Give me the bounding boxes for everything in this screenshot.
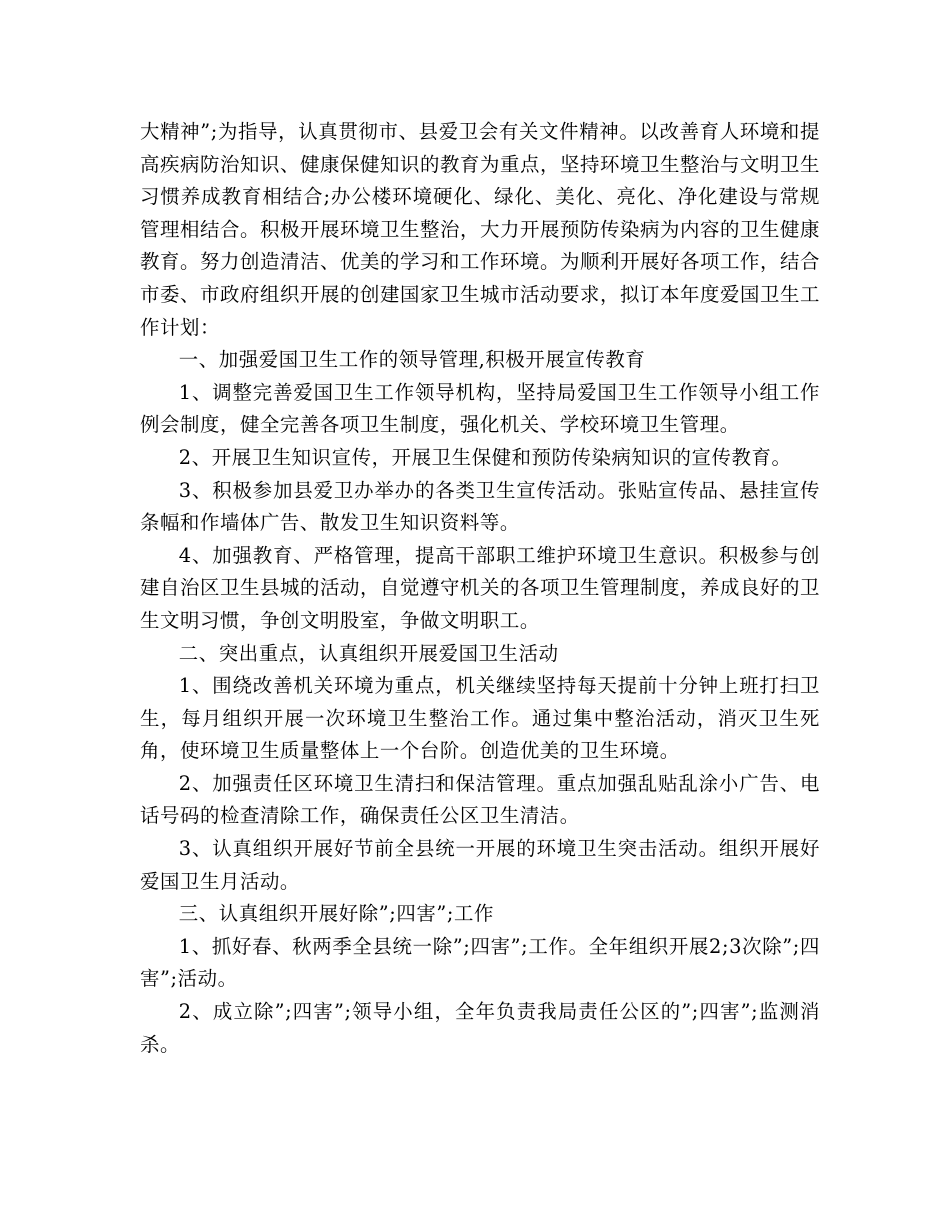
- list-item: 1、抓好春、秋两季全县统一除”;四害”;工作。全年组织开展2;3次除”;四害”;活动。: [140, 934, 820, 991]
- section-heading-3: 三、认真组织开展好除”;四害”;工作: [178, 902, 494, 926]
- list-item: 2、成立除”;四害”;领导小组，全年负责我局责任公区的”;四害”;监测消杀。: [140, 1000, 820, 1056]
- list-item: 2、加强责任区环境卫生清扫和保洁管理。重点加强乱贴乱涂小广告、电话号码的检查清除工作，确保责任公区卫生清洁。: [140, 771, 820, 828]
- intro-paragraph: 大精神”;为指导，认真贯彻市、县爱卫会有关文件精神。以改善育人环境和提高疾病防治知识、健康保健知识的教育为重点，坚持环境卫生整治与文明卫生习惯养成教育相结合;办公楼环境硬化、绿化、美化、亮化、净化建设与常规管理相结合。积极开展环境卫生整治，大力开展预防传染病为内容的卫生健康教育。努力创造清洁、优美的学习和工作环境。为顺利开展好各项工作，结合市委、市政府组织开展的创建国家卫生城市活动要求，拟订本年度爱国卫生工作计划：: [140, 120, 820, 339]
- section-heading-2: 二、突出重点，认真组织开展爱国卫生活动: [178, 641, 559, 665]
- list-item: 3、认真组织开展好节前全县统一开展的环境卫生突击活动。组织开展好爱国卫生月活动。: [140, 837, 820, 893]
- list-item: 4、加强教育、严格管理，提高干部职工维护环境卫生意识。积极参与创建自治区卫生县城的活动，自觉遵守机关的各项卫生管理制度，养成良好的卫生文明习惯，争创文明股室，争做文明职工。: [140, 543, 820, 632]
- document-body: [140, 116, 820, 1061]
- section-heading-1: 一、加强爱国卫生工作的领导管理,积极开展宣传教育: [178, 348, 646, 372]
- list-item: 1、围绕改善机关环境为重点，机关继续坚持每天提前十分钟上班打扫卫生，每月组织开展一次环境卫生整治工作。通过集中整治活动，消灭卫生死角，使环境卫生质量整体上一个台阶。创造优美的卫生环境。: [140, 674, 820, 763]
- list-item: 2、开展卫生知识宣传，开展卫生保健和预防传染病知识的宣传教育。: [178, 445, 792, 469]
- list-item: 3、积极参加县爱卫办举办的各类卫生宣传活动。张贴宣传品、悬挂宣传条幅和作墙体广告、散发卫生知识资料等。: [140, 478, 820, 535]
- list-item: 1、调整完善爱国卫生工作领导机构，坚持局爱国卫生工作领导小组工作例会制度，健全完善各项卫生制度，强化机关、学校环境卫生管理。: [140, 380, 820, 437]
